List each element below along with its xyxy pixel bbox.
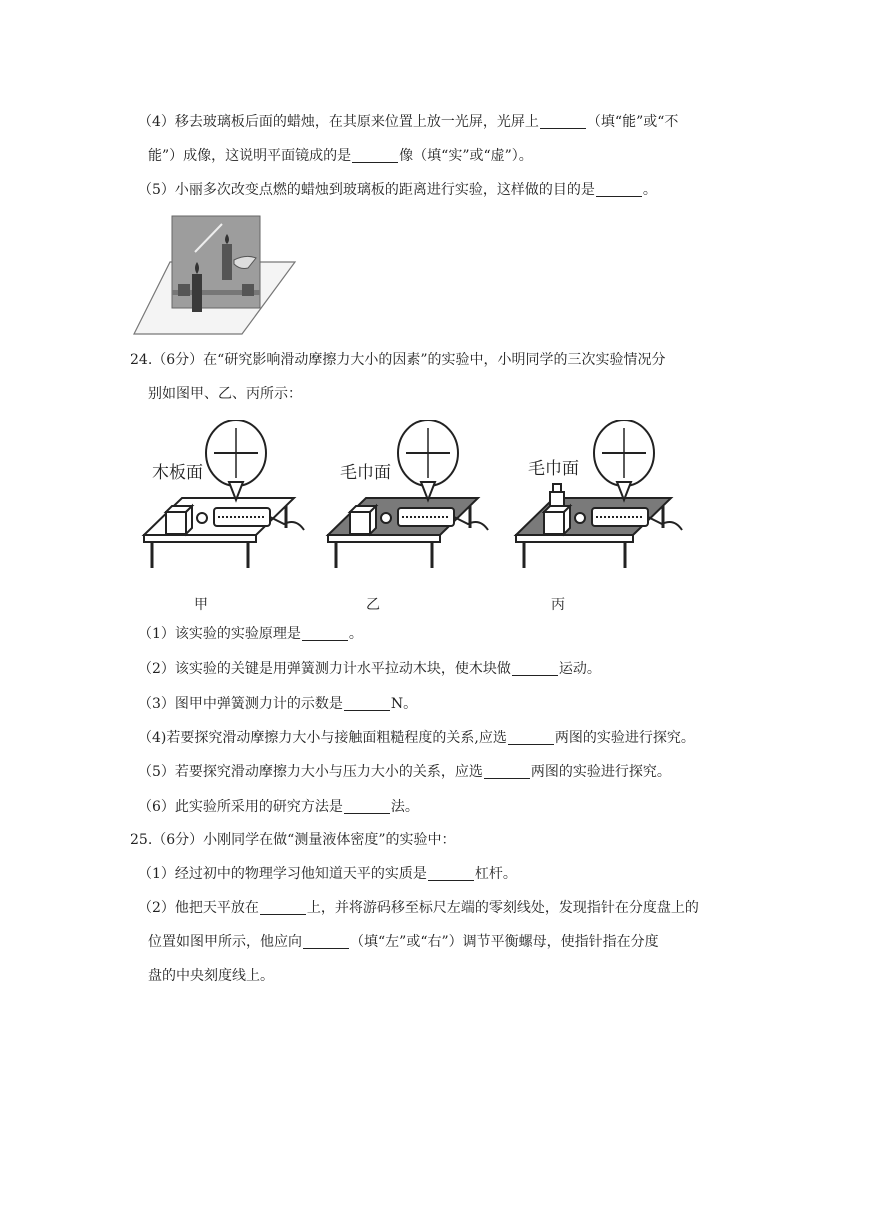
- q23-item4-text-c: 能”）成像，这说明平面镜成的是: [148, 148, 352, 164]
- surface-label-jia: 木板面: [152, 463, 203, 483]
- q25-item1: [138, 864, 517, 884]
- q25-item1-text-a: （1）经过初中的物理学习他知道天平的实质是: [138, 866, 427, 882]
- answer-blank[interactable]: [540, 114, 586, 129]
- answer-blank[interactable]: [512, 661, 558, 676]
- q23-item4-line1: [138, 112, 678, 132]
- q25-item2-text-b: 上，并将游码移至标尺左端的零刻线处，发现指针在分度盘上的: [306, 900, 699, 916]
- q24-item6: [138, 797, 419, 817]
- q24-item1: [138, 624, 363, 644]
- q23-item4-text-a: （4）移去玻璃板后面的蜡烛，在其原来位置上放一光屏，光屏上: [138, 114, 539, 130]
- answer-blank[interactable]: [302, 626, 348, 641]
- q24-item3: [138, 694, 417, 714]
- caption-bing: 丙: [551, 597, 565, 613]
- q23-item5-line: [138, 180, 657, 200]
- q25-item2-text-a: （2）他把天平放在: [138, 900, 259, 916]
- q24-item5-text-a: （5）若要探究滑动摩擦力大小与压力大小的关系，应选: [138, 764, 483, 780]
- q25-item2-line3: 盘的中央刻度线上。: [148, 968, 274, 984]
- q24-item1-text-a: （1）该实验的实验原理是: [138, 626, 301, 642]
- q25-item1-text-b: 杠杆。: [474, 866, 517, 882]
- q25-item2-line2: [148, 932, 659, 952]
- q24-item1-text-b: 。: [348, 626, 363, 642]
- surface-label-bing: 毛巾面: [528, 459, 579, 479]
- answer-blank[interactable]: [596, 182, 642, 197]
- answer-blank[interactable]: [344, 696, 390, 711]
- answer-blank[interactable]: [260, 900, 306, 915]
- q24-item5-text-b: 两图的实验进行探究。: [530, 764, 671, 780]
- friction-figure-yi: [318, 420, 498, 570]
- q25-item2-text-d: （填“左”或“右”）调节平衡螺母，使指针指在分度: [350, 934, 659, 950]
- friction-figure-bing: [506, 420, 696, 570]
- q24-item6-text-a: （6）此实验所采用的研究方法是: [138, 799, 343, 815]
- friction-figure-jia: [134, 420, 314, 570]
- q24-item2-text-b: 运动。: [558, 661, 601, 677]
- plane-mirror-figure: [130, 212, 300, 338]
- q24-item3-text-b: N。: [390, 696, 418, 712]
- answer-blank[interactable]: [508, 730, 554, 745]
- q25-item2-line1: [138, 898, 699, 918]
- q23-item4-text-b: （填“能”或“不: [586, 114, 679, 130]
- q24-item5: [138, 762, 671, 782]
- q24-item4-text-a: （4)若要探究滑动摩擦力大小与接触面粗糙程度的关系,应选: [138, 730, 507, 746]
- caption-jia: 甲: [194, 597, 208, 613]
- q24-title-line2: 别如图甲、乙、丙所示：: [148, 386, 302, 402]
- q24-item4: [138, 728, 695, 748]
- answer-blank[interactable]: [344, 799, 390, 814]
- q25-title: 25.（6分）小刚同学在做“测量液体密度”的实验中：: [130, 832, 456, 848]
- q23-item4-line2: [148, 146, 533, 166]
- q24-title-line1: 24.（6分）在“研究影响滑动摩擦力大小的因素”的实验中，小明同学的三次实验情况分: [130, 352, 666, 368]
- answer-blank[interactable]: [352, 148, 398, 163]
- q24-item2-text-a: （2）该实验的关键是用弹簧测力计水平拉动木块，使木块做: [138, 661, 511, 677]
- q23-item5-text-b: 。: [642, 182, 657, 198]
- q24-item4-text-b: 两图的实验进行探究。: [554, 730, 695, 746]
- answer-blank[interactable]: [303, 934, 349, 949]
- q24-item3-text-a: （3）图甲中弹簧测力计的示数是: [138, 696, 343, 712]
- q23-item4-text-d: 像（填“实”或“虚”）。: [399, 148, 533, 164]
- q24-item2: [138, 659, 601, 679]
- caption-yi: 乙: [366, 597, 380, 613]
- surface-label-yi: 毛巾面: [340, 463, 391, 483]
- q25-item2-text-c: 位置如图甲所示，他应向: [148, 934, 302, 950]
- answer-blank[interactable]: [484, 764, 530, 779]
- answer-blank[interactable]: [428, 866, 474, 881]
- q23-item5-text-a: （5）小丽多次改变点燃的蜡烛到玻璃板的距离进行实验，这样做的目的是: [138, 182, 595, 198]
- q24-item6-text-b: 法。: [390, 799, 419, 815]
